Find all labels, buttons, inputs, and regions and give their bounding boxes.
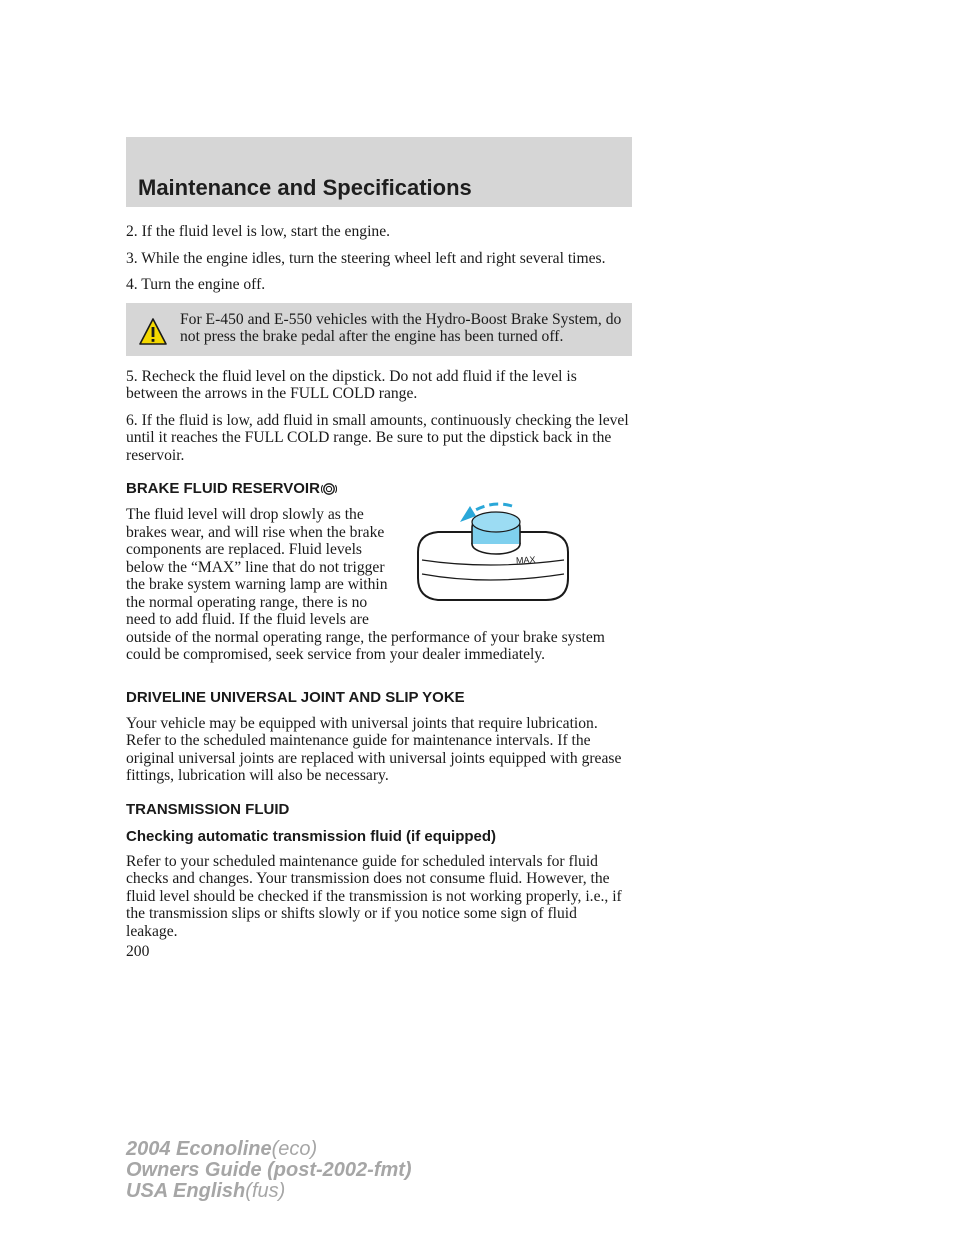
footer-model: 2004 Econoline bbox=[126, 1138, 272, 1160]
step-5: 5. Recheck the fluid level on the dipstick. Do not add fluid if the level is between the arrows in the FULL COLD range. bbox=[126, 367, 577, 402]
step-2: 2. If the fluid level is low, start the engine. bbox=[126, 223, 391, 240]
step-6: 6. If the fluid is low, add fluid in small amounts, continuously checking the level until it reaches the FULL COLD range. Be sure to put the dipstick back in the reservoir. bbox=[126, 411, 629, 464]
warning-text: For E-450 and E-550 vehicles with the Hydro-Boost Brake System, do not press the brake pedal after the engine has been turned off. bbox=[180, 310, 622, 345]
transmission-subheading: Checking automatic transmission fluid (if equipped) bbox=[126, 827, 497, 845]
warning-box bbox=[126, 303, 632, 356]
brake-reservoir-illustration bbox=[408, 494, 576, 616]
page-number: 200 bbox=[126, 943, 150, 960]
document-footer bbox=[126, 1139, 412, 1202]
brake-fluid-heading-text: BRAKE FLUID RESERVOIR bbox=[126, 480, 320, 497]
section-title: Maintenance and Specifications bbox=[138, 175, 472, 200]
footer-language: USA English bbox=[126, 1180, 246, 1202]
footer-language-code: (fus) bbox=[245, 1180, 286, 1202]
brake-fluid-body: The fluid level will drop slowly as the brakes wear, and will rise when the brake components are replaced. Fluid levels below the “MAX” line that do not trigger the brake system warning lamp are within the normal operating range, there is no need to add fluid. If the fluid levels are outside of the normal operating range, the performance of your brake system could be compromised, seek service from your dealer immediately. bbox=[126, 506, 605, 663]
reservoir-max-label: MAX bbox=[515, 554, 536, 566]
section-header bbox=[126, 137, 632, 207]
step-3: 3. While the engine idles, turn the steering wheel left and right several times. bbox=[126, 249, 606, 267]
footer-line-2 bbox=[126, 1160, 412, 1181]
transmission-body: Refer to your scheduled maintenance guide for scheduled intervals for fluid checks and changes. Your transmission does not consume fluid. However, the fluid level should be checked if the transmission is not working properly, i.e., if the transmission slips or shifts slowly or if you notice some sign of fluid leakage. bbox=[126, 852, 622, 940]
step-4: 4. Turn the engine off. bbox=[126, 276, 266, 293]
page-content bbox=[126, 223, 632, 949]
driveline-heading: DRIVELINE UNIVERSAL JOINT AND SLIP YOKE bbox=[126, 688, 465, 706]
footer-guide: Owners Guide (post-2002-fmt) bbox=[126, 1159, 412, 1181]
footer-model-code: (eco) bbox=[271, 1138, 318, 1160]
transmission-heading: TRANSMISSION FLUID bbox=[126, 800, 290, 818]
footer-line-1 bbox=[126, 1139, 412, 1160]
driveline-body: Your vehicle may be equipped with universal joints that require lubrication. Refer to the scheduled maintenance guide for maintenance intervals. If the original universal joints are replaced with universal joints equipped with grease fittings, lubrication will also be necessary. bbox=[126, 714, 622, 784]
brake-warning-icon bbox=[321, 481, 337, 497]
footer-line-3 bbox=[126, 1181, 412, 1202]
warning-triangle-icon bbox=[138, 317, 168, 347]
